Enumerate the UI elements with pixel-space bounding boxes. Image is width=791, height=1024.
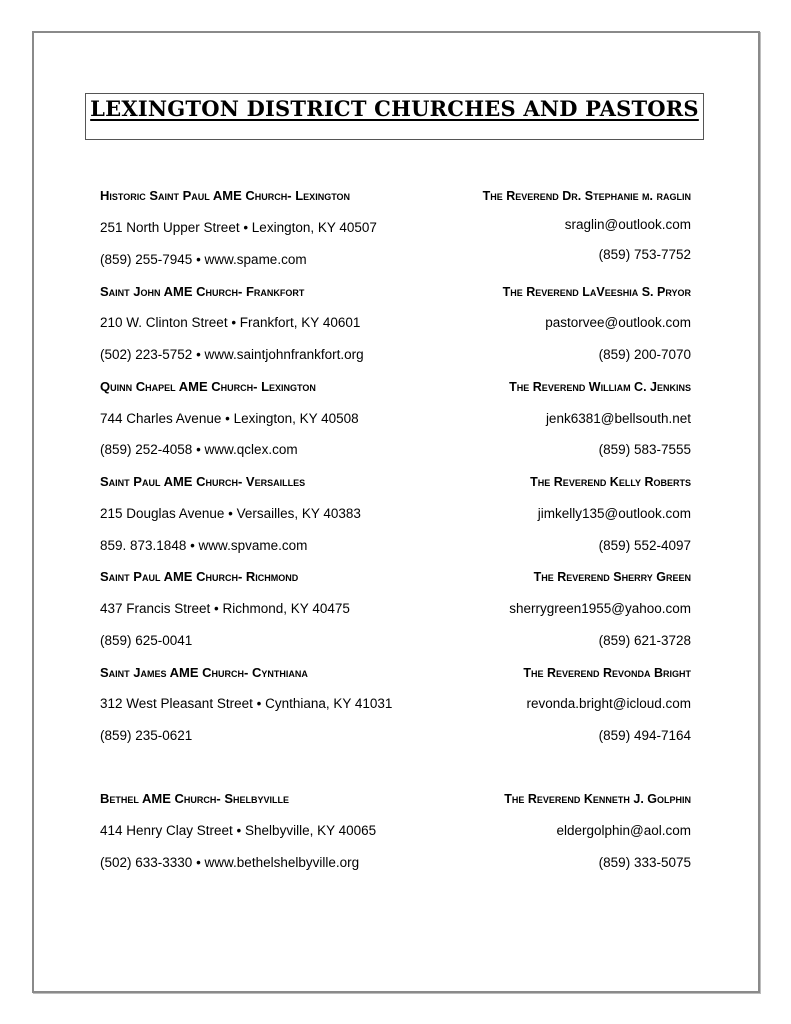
pastor-name: The Reverend Kelly Roberts [530,475,691,489]
pastor-email: revonda.bright@icloud.com [526,696,691,711]
church-address: 215 Douglas Avenue • Versailles, KY 40383 [100,506,361,521]
church-contact: (859) 252-4058 • www.qclex.com [100,442,298,457]
pastor-phone: (859) 200-7070 [598,347,691,362]
pastor-phone: (859) 552-4097 [598,538,691,553]
church-name: Saint Paul AME Church- Versailles [100,474,306,489]
pastor-name: The Reverend LaVeeshia S. Pryor [502,285,691,299]
pastor-phone: (859) 753-7752 [598,247,691,262]
church-contact: (502) 633-3330 • www.bethelshelbyville.org [100,855,360,870]
church-name: Bethel AME Church- Shelbyville [100,791,290,806]
pastor-email: sherrygreen1955@yahoo.com [509,601,691,616]
church-address: 437 Francis Street • Richmond, KY 40475 [100,601,350,616]
pastor-phone: (859) 621-3728 [598,633,691,648]
church-address: 312 West Pleasant Street • Cynthiana, KY 41031 [100,696,393,711]
church-name: Saint John AME Church- Frankfort [100,284,305,299]
church-address: 744 Charles Avenue • Lexington, KY 40508 [100,411,359,426]
pastor-email: pastorvee@outlook.com [545,315,691,330]
pastor-name: The Reverend Kenneth J. Golphin [504,792,691,806]
church-name: Historic Saint Paul AME Church- Lexington [100,188,351,203]
pastor-email: jenk6381@bellsouth.net [545,411,691,426]
church-contact: (859) 235-0621 [100,728,193,743]
church-contact: (859) 625-0041 [100,633,193,648]
church-contact: (502) 223-5752 • www.saintjohnfrankfort.org [100,347,364,362]
pastor-name: The Reverend Revonda Bright [523,666,691,680]
pastor-phone: (859) 494-7164 [598,728,691,743]
church-address: 210 W. Clinton Street • Frankfort, KY 40601 [100,315,361,330]
church-address: 414 Henry Clay Street • Shelbyville, KY 40065 [100,823,377,838]
church-name: Quinn Chapel AME Church- Lexington [100,379,316,394]
pastor-phone: (859) 583-7555 [598,442,691,457]
page-title: LEXINGTON DISTRICT CHURCHES AND PASTORS [90,96,699,121]
church-contact: 859. 873.1848 • www.spvame.com [100,538,308,553]
pastor-email: jimkelly135@outlook.com [537,506,691,521]
church-name: Saint Paul AME Church- Richmond [100,569,299,584]
pastor-name: The Reverend Sherry Green [533,570,691,584]
pastor-name: The Reverend William C. Jenkins [509,380,691,394]
pastor-email: eldergolphin@aol.com [556,823,691,838]
church-contact: (859) 255-7945 • www.spame.com [100,252,307,267]
pastor-name: The Reverend Dr. Stephanie m. raglin [482,189,691,203]
pastor-email: sraglin@outlook.com [564,217,691,232]
church-address: 251 North Upper Street • Lexington, KY 40507 [100,220,377,235]
pastor-phone: (859) 333-5075 [598,855,691,870]
church-name: Saint James AME Church- Cynthiana [100,665,308,680]
title-box [85,93,704,140]
